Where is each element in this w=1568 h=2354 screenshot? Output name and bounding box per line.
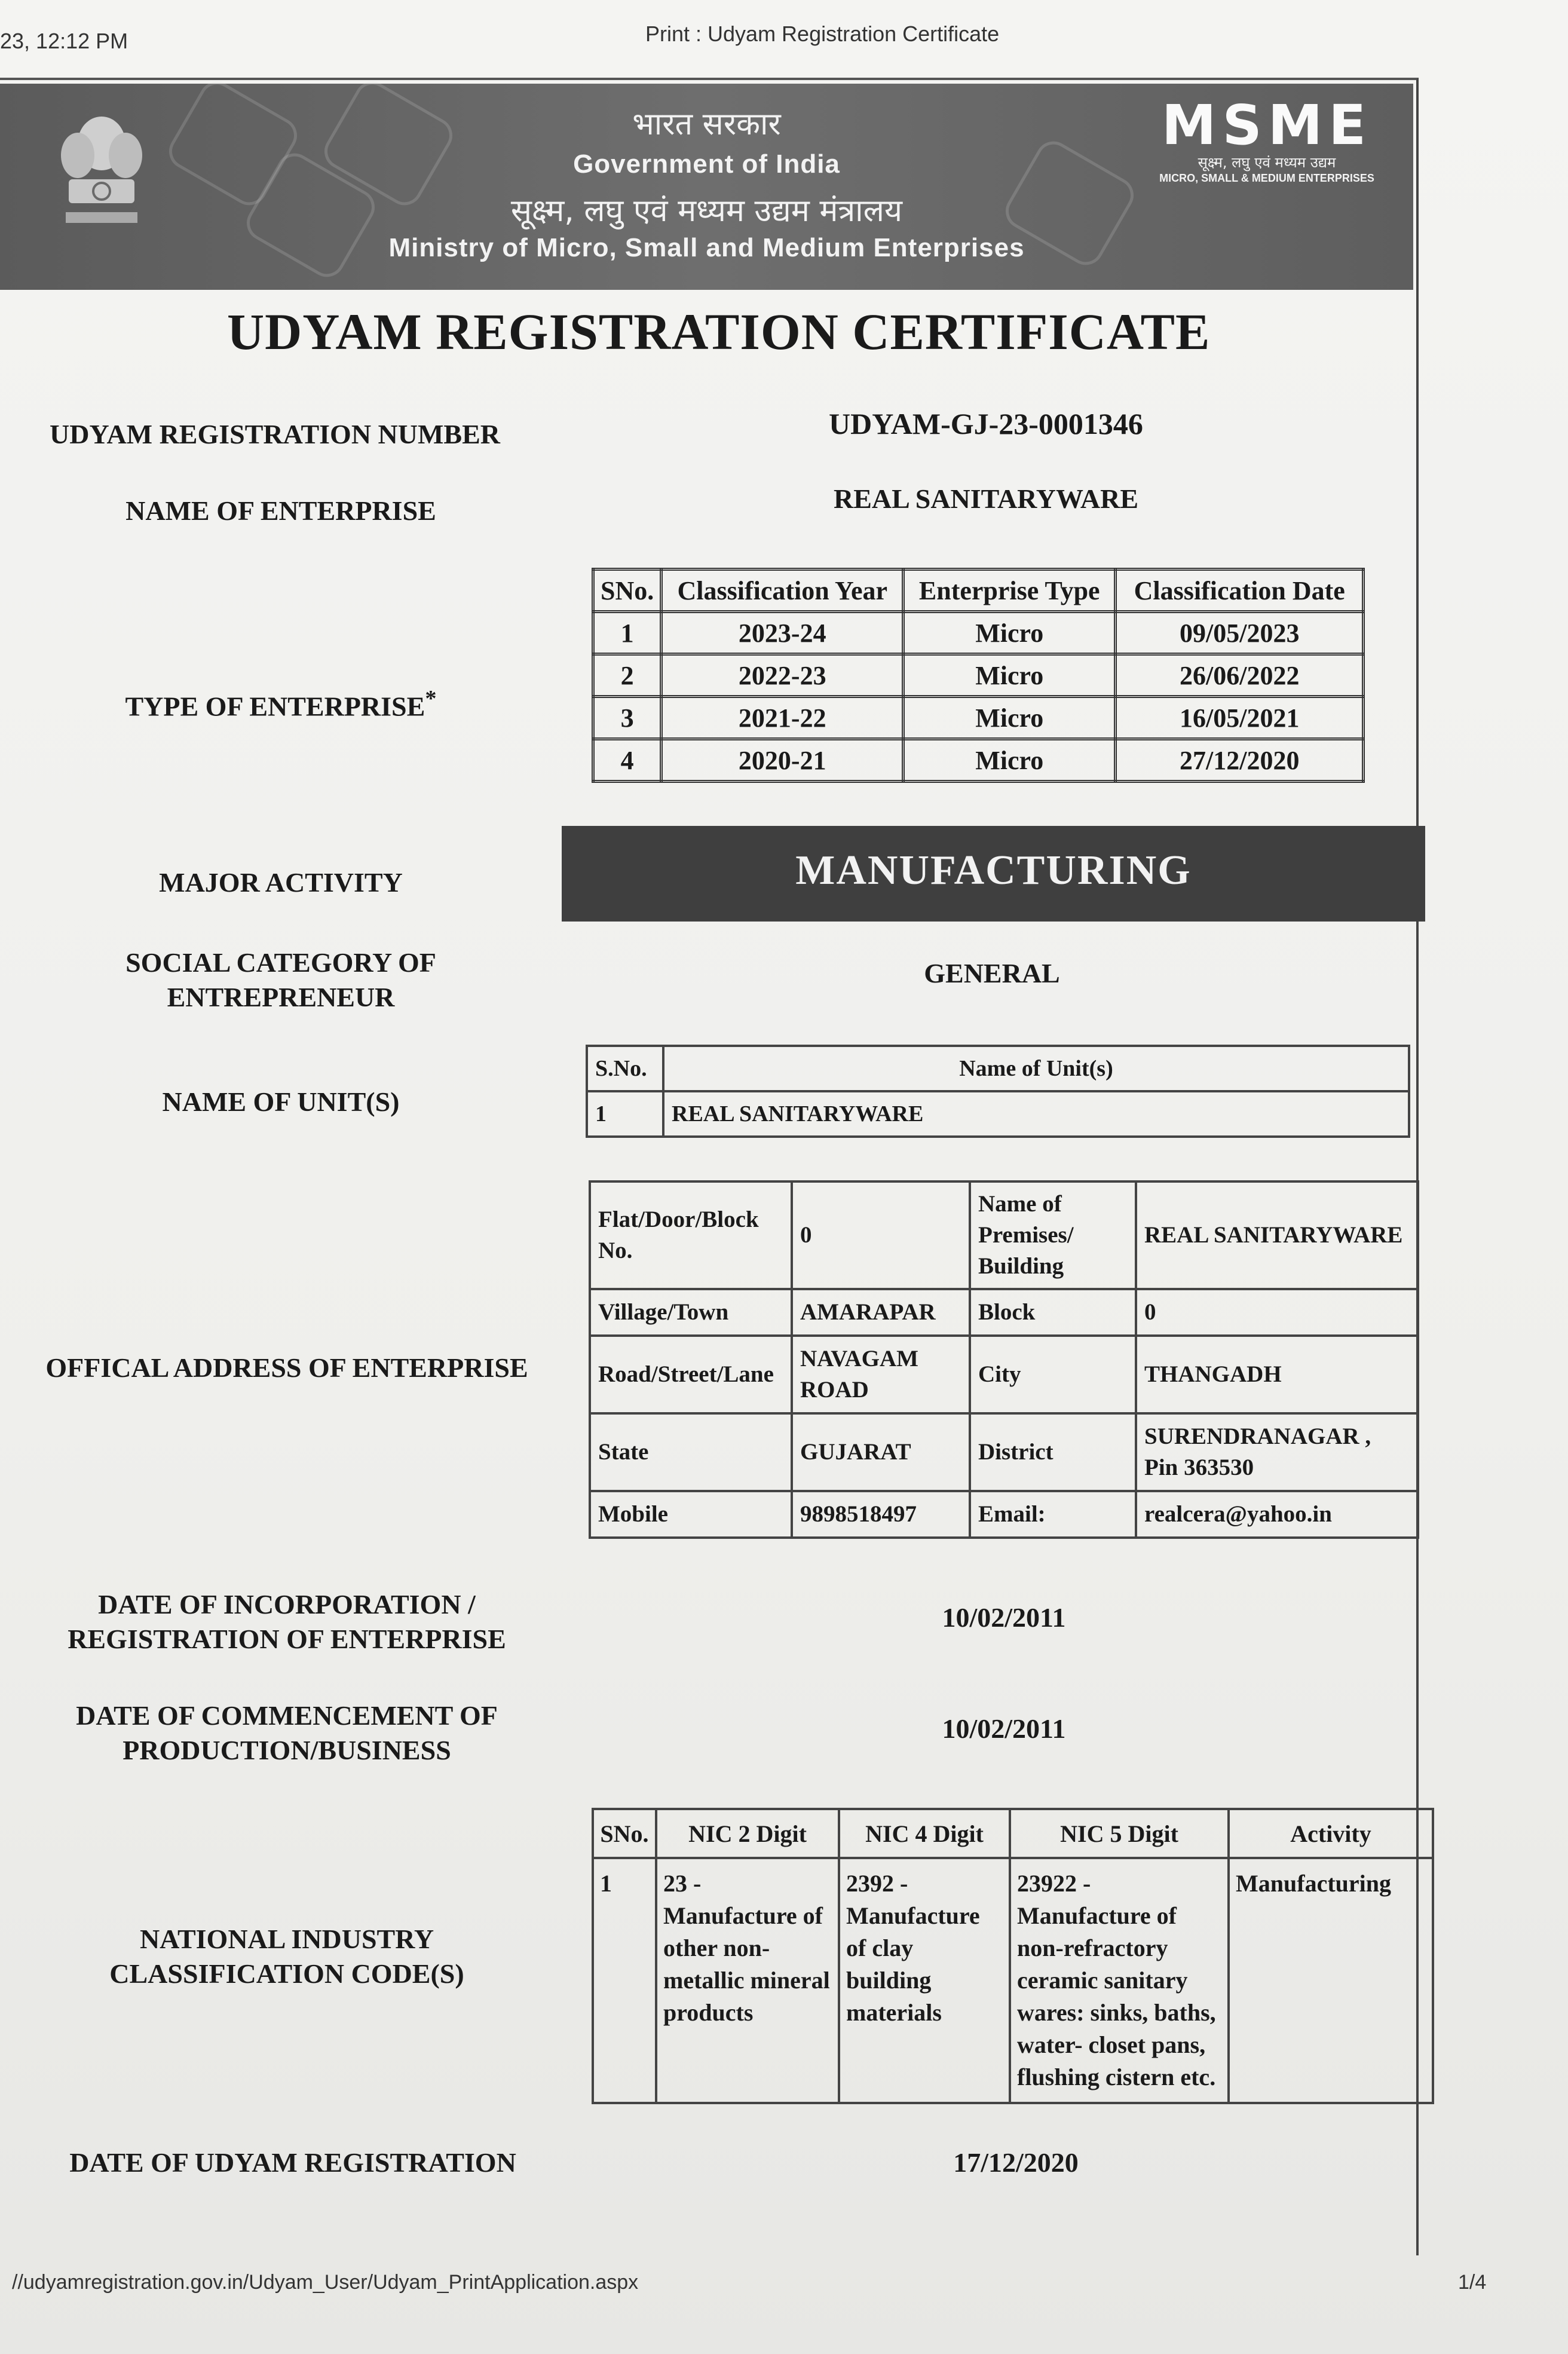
col-sno: SNo. bbox=[593, 1809, 656, 1858]
incorporation-date-value: 10/02/2011 bbox=[942, 1602, 1066, 1633]
table-header-row bbox=[593, 570, 1364, 612]
table-row bbox=[593, 697, 1364, 739]
cell-flat-label: Flat/Door/Block No. bbox=[590, 1181, 792, 1289]
social-category-label bbox=[36, 945, 526, 1015]
table-row bbox=[590, 1181, 1418, 1289]
social-category-label-line2: ENTREPRENEUR bbox=[167, 982, 395, 1012]
cell-city-value: THANGADH bbox=[1136, 1336, 1418, 1413]
cell-sno: 1 bbox=[593, 1858, 656, 2103]
cell-road-value: NAVAGAM ROAD bbox=[792, 1336, 970, 1413]
msme-logo-hindi: सूक्ष्म, लघु एवं मध्यम उद्यम bbox=[1198, 154, 1336, 171]
cell-district-value: SURENDRANAGAR , Pin 363530 bbox=[1136, 1413, 1418, 1491]
enterprise-type-label bbox=[36, 681, 526, 724]
major-activity-label: MAJOR ACTIVITY bbox=[159, 867, 403, 898]
certificate-title: UDYAM REGISTRATION CERTIFICATE bbox=[227, 303, 1211, 360]
cell-email-label: Email: bbox=[970, 1491, 1136, 1538]
col-nic-5-digit: NIC 5 Digit bbox=[1010, 1809, 1229, 1858]
udyam-date-value: 17/12/2020 bbox=[953, 2147, 1079, 2178]
col-sno: SNo. bbox=[593, 570, 662, 612]
required-asterisk: * bbox=[425, 686, 437, 711]
units-table bbox=[586, 1045, 1410, 1138]
cell-date: 26/06/2022 bbox=[1116, 654, 1364, 697]
udyam-date-label: DATE OF UDYAM REGISTRATION bbox=[69, 2147, 516, 2178]
col-classification-date: Classification Date bbox=[1116, 570, 1364, 612]
print-header-title: Print : Udyam Registration Certificate bbox=[645, 22, 1000, 46]
cell-year: 2020-21 bbox=[662, 739, 904, 782]
cell-unit-name: REAL SANITARYWARE bbox=[663, 1091, 1409, 1137]
banner-government-of-india: Government of India bbox=[573, 149, 840, 179]
address-table bbox=[589, 1180, 1419, 1539]
page-url: //udyamregistration.gov.in/Udyam_User/Udyam_PrintApplication.aspx bbox=[12, 2271, 639, 2294]
enterprise-name-value: REAL SANITARYWARE bbox=[833, 483, 1139, 514]
address-label: OFFICAL ADDRESS OF ENTERPRISE bbox=[45, 1352, 528, 1383]
cell-sno: 4 bbox=[593, 739, 662, 782]
cell-village-value: AMARAPAR bbox=[792, 1289, 970, 1336]
registration-number-value: UDYAM-GJ-23-0001346 bbox=[829, 407, 1143, 440]
cell-mobile-label: Mobile bbox=[590, 1491, 792, 1538]
units-label: NAME OF UNIT(S) bbox=[162, 1086, 400, 1117]
cell-type: Micro bbox=[904, 697, 1116, 739]
commencement-date-label-line1: DATE OF COMMENCEMENT OF bbox=[76, 1700, 498, 1731]
incorporation-date-label-line1: DATE OF INCORPORATION / bbox=[98, 1589, 476, 1620]
table-row bbox=[587, 1091, 1409, 1137]
cell-activity: Manufacturing bbox=[1229, 1858, 1433, 2103]
col-nic-2-digit: NIC 2 Digit bbox=[656, 1809, 839, 1858]
enterprise-type-label-text: TYPE OF ENTERPRISE bbox=[125, 691, 425, 722]
cell-district-label: District bbox=[970, 1413, 1136, 1491]
cell-premises-value: REAL SANITARYWARE bbox=[1136, 1181, 1418, 1289]
commencement-date-value: 10/02/2011 bbox=[942, 1713, 1066, 1744]
cell-state-value: GUJARAT bbox=[792, 1413, 970, 1491]
nic-label-line1: NATIONAL INDUSTRY bbox=[139, 1924, 434, 1954]
cell-year: 2022-23 bbox=[662, 654, 904, 697]
cell-sno: 1 bbox=[587, 1091, 663, 1137]
cell-nic-2: 23 - Manufacture of other non-metallic mineral products bbox=[656, 1858, 839, 2103]
cell-date: 09/05/2023 bbox=[1116, 612, 1364, 654]
table-row bbox=[593, 739, 1364, 782]
table-row bbox=[593, 1858, 1433, 2103]
cell-year: 2023-24 bbox=[662, 612, 904, 654]
cell-premises-label: Name of Premises/ Building bbox=[970, 1181, 1136, 1289]
social-category-value: GENERAL bbox=[924, 958, 1060, 988]
registration-number-label: UDYAM REGISTRATION NUMBER bbox=[50, 419, 500, 449]
banner-hindi-government: भारत सरकार bbox=[632, 106, 781, 142]
cell-sno: 2 bbox=[593, 654, 662, 697]
social-category-label-line1: SOCIAL CATEGORY OF bbox=[125, 947, 436, 978]
msme-logo bbox=[1153, 93, 1380, 184]
incorporation-date-label bbox=[24, 1587, 550, 1657]
banner-hindi-ministry: सूक्ष्म, लघु एवं मध्यम उद्यम मंत्रालय bbox=[510, 193, 903, 229]
nic-label bbox=[24, 1922, 550, 1991]
enterprise-name-label: NAME OF ENTERPRISE bbox=[125, 495, 436, 526]
col-nic-4-digit: NIC 4 Digit bbox=[839, 1809, 1010, 1858]
cell-state-label: State bbox=[590, 1413, 792, 1491]
nic-label-line2: CLASSIFICATION CODE(S) bbox=[109, 1958, 464, 1989]
table-row bbox=[590, 1491, 1418, 1538]
page-number: 1/4 bbox=[1458, 2271, 1487, 2294]
cell-village-label: Village/Town bbox=[590, 1289, 792, 1336]
cell-date: 27/12/2020 bbox=[1116, 739, 1364, 782]
government-banner bbox=[0, 84, 1413, 290]
table-row bbox=[593, 612, 1364, 654]
incorporation-date-label-line2: REGISTRATION OF ENTERPRISE bbox=[68, 1624, 506, 1654]
cell-type: Micro bbox=[904, 612, 1116, 654]
banner-ministry-name: Ministry of Micro, Small and Medium Enterprises bbox=[388, 233, 1025, 262]
cell-block-label: Block bbox=[970, 1289, 1136, 1336]
cell-date: 16/05/2021 bbox=[1116, 697, 1364, 739]
cell-sno: 1 bbox=[593, 612, 662, 654]
col-activity: Activity bbox=[1229, 1809, 1433, 1858]
col-unit-name: Name of Unit(s) bbox=[663, 1046, 1409, 1091]
cell-year: 2021-22 bbox=[662, 697, 904, 739]
cell-type: Micro bbox=[904, 654, 1116, 697]
table-header-row bbox=[593, 1809, 1433, 1858]
cell-mobile-value: 9898518497 bbox=[792, 1491, 970, 1538]
commencement-date-label bbox=[24, 1698, 550, 1768]
major-activity-value: MANUFACTURING bbox=[562, 826, 1425, 922]
msme-logo-text: MSME bbox=[1161, 93, 1373, 157]
table-header-row bbox=[587, 1046, 1409, 1091]
col-classification-year: Classification Year bbox=[662, 570, 904, 612]
cell-type: Micro bbox=[904, 739, 1116, 782]
msme-logo-english: MICRO, SMALL & MEDIUM ENTERPRISES bbox=[1159, 172, 1374, 184]
cell-email-value: realcera@yahoo.in bbox=[1136, 1491, 1418, 1538]
cell-block-value: 0 bbox=[1136, 1289, 1418, 1336]
table-row bbox=[590, 1413, 1418, 1491]
cell-sno: 3 bbox=[593, 697, 662, 739]
cell-nic-5: 23922 - Manufacture of non-refractory ceramic sanitary wares: sinks, baths, water- closet pans, flushing cistern etc. bbox=[1010, 1858, 1229, 2103]
col-sno: S.No. bbox=[587, 1046, 663, 1091]
table-row bbox=[590, 1336, 1418, 1413]
commencement-date-label-line2: PRODUCTION/BUSINESS bbox=[122, 1735, 451, 1765]
print-timestamp: 23, 12:12 PM bbox=[0, 29, 128, 53]
col-enterprise-type: Enterprise Type bbox=[904, 570, 1116, 612]
table-row bbox=[593, 654, 1364, 697]
cell-road-label: Road/Street/Lane bbox=[590, 1336, 792, 1413]
cell-flat-value: 0 bbox=[792, 1181, 970, 1289]
table-row bbox=[590, 1289, 1418, 1336]
enterprise-type-table bbox=[592, 568, 1365, 783]
nic-table bbox=[592, 1808, 1434, 2104]
cell-nic-4: 2392 - Manufacture of clay building materials bbox=[839, 1858, 1010, 2103]
cell-city-label: City bbox=[970, 1336, 1136, 1413]
